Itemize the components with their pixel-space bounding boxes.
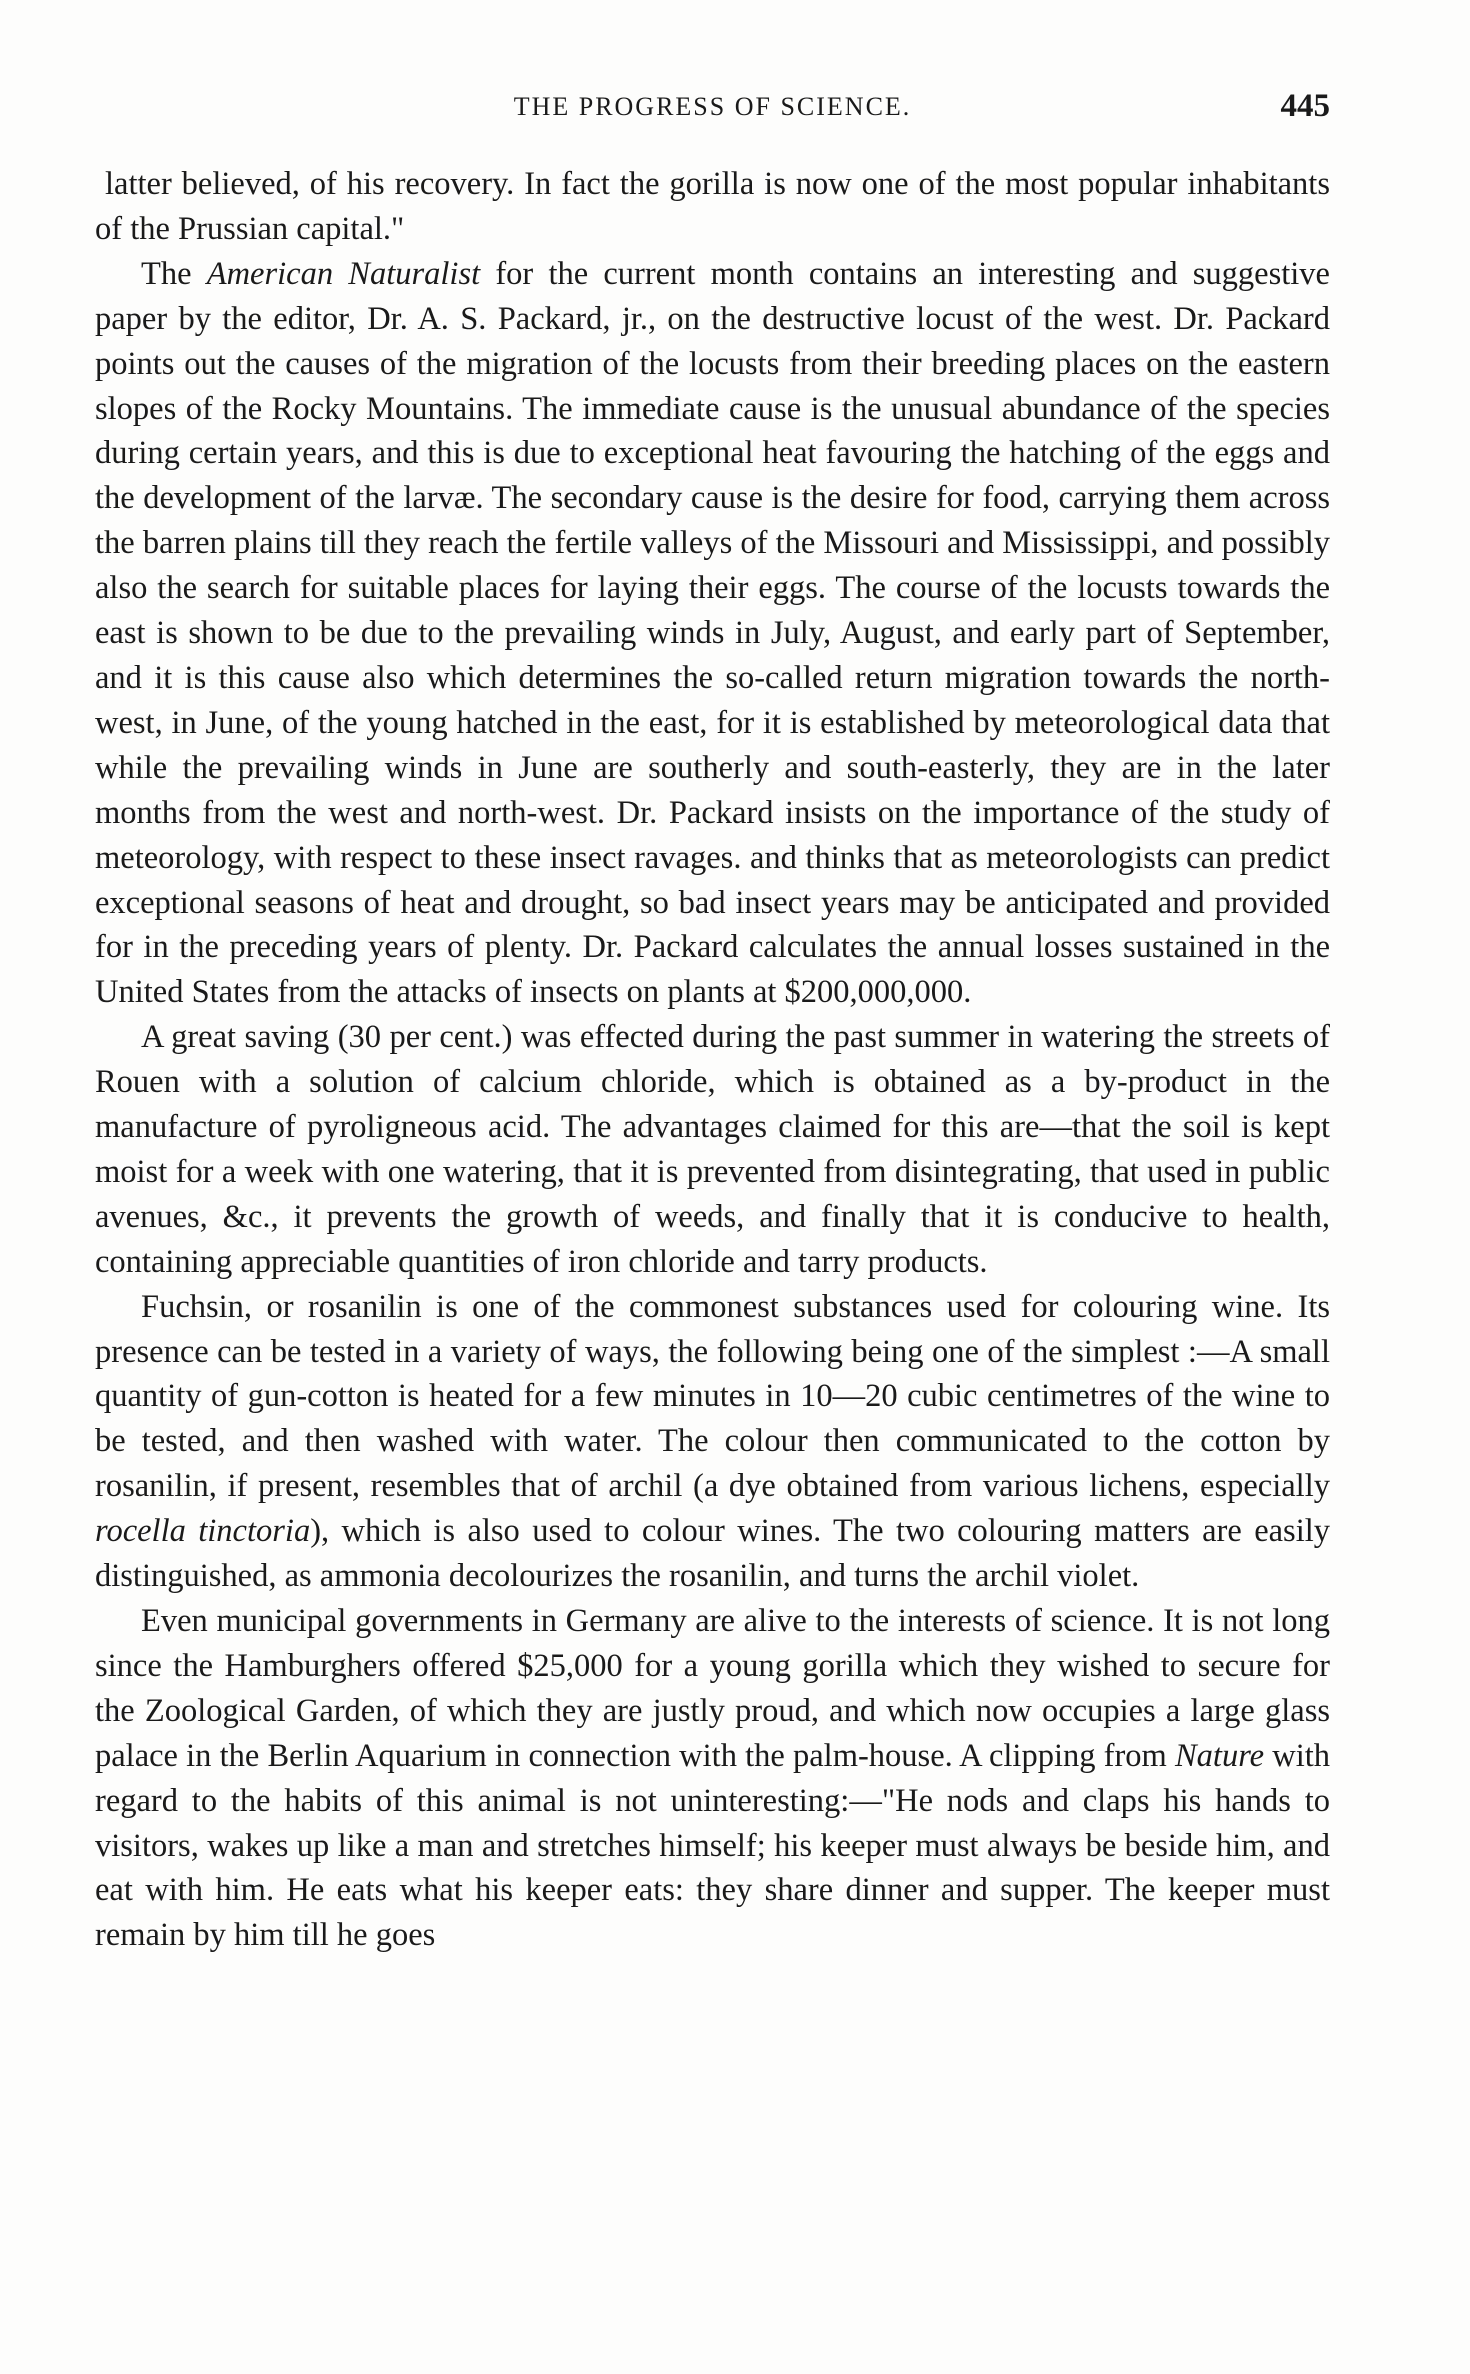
journal-title: American Naturalist [206,255,481,292]
paragraph-locust [95,252,1330,1015]
paragraph-text-before: Fuchsin, or rosanilin is one of the commonest substances used for colouring wine. Its presence can be tested in a variety of ways, the following being one of the simplest :—A small quantity of gun-cotton is heated for a few minutes in 10—20 cubic centimetres of the wine to be tested, and then washed with water. The colour then communicated to the cotton by rosanilin, if present, resembles that of archil (a dye obtained from various lichens, especially [95,1288,1330,1505]
paragraph-continuation [95,162,1330,252]
paragraph-fuchsin [95,1285,1330,1599]
paragraph-text: for the current month contains an interesting and suggestive paper by the editor, Dr. A. S. Packard, jr., on the destructive locust of the west. Dr. Packard points out the causes of the migration of the locusts from their breeding places on the eastern slopes of the Rocky Mountains. The immediate cause is the unusual abundance of the species during certain years, and this is due to exceptional heat favouring the hatching of the eggs and the development of the larvæ. The secondary cause is the desire for food, carrying them across the barren plains till they reach the fertile valleys of the Missouri and Mississippi, and possibly also the search for suitable places for laying their eggs. The course of the locusts towards the east is shown to be due to the prevailing winds in July, August, and early part of September, and it is this cause also which determines the so-called return migration towards the north-west, in June, of the young hatched in the east, for it is established by meteorological data that while the prevailing winds in June are southerly and south-easterly, they are in the later months from the west and north-west. Dr. Packard insists on the importance of the study of meteorology, with respect to these insect ravages. and thinks that as meteorologists can predict exceptional seasons of heat and drought, so bad insect years may be anticipated and provided for in the preceding years of plenty. Dr. Packard calculates the annual losses sustained in the United States from the attacks of insects on plants at $200,000,000. [95,255,1330,1011]
paragraph-lead: The [141,255,207,292]
paragraph-gorilla [95,1599,1330,1958]
paragraph-text-before: Even municipal governments in Germany are alive to the interests of science. It is not long since the Hamburghers offered $25,000 for a young gorilla which they wished to secure for the Zoological Garden, of which they are justly proud, and which now occupies a large glass palace in the Berlin Aquarium in connection with the palm-house. A clipping from [95,1603,1330,1774]
body-text [95,162,1330,1958]
page-header [95,88,1330,128]
page-number: 445 [1280,88,1330,124]
paragraph-text-after: ), which is also used to colour wines. The two colouring matters are easily distinguished, as ammonia decolourizes the rosanilin, and turns the archil violet. [95,1513,1330,1595]
paragraph-text: A great saving (30 per cent.) was effected during the past summer in watering the streets of Rouen with a solution of calcium chloride, which is obtained as a by-product in the manufacture of pyroligneous acid. The advantages claimed for this are—that the soil is kept moist for a week with one watering, that it is prevented from disintegrating, that used in public avenues, &c., it prevents the growth of weeds, and finally that it is conducive to health, containing appreciable quantities of iron chloride and tarry products. [95,1019,1330,1280]
paragraph-text-after: with regard to the habits of this animal is not uninteresting:—"He nods and claps his hands to visitors, wakes up like a man and stretches himself; his keeper must always be beside him, and eat with him. He eats what his keeper eats: they share dinner and supper. The keeper must remain by him till he goes [95,1737,1331,1954]
paragraph-rouen [95,1015,1330,1284]
paragraph-text: latter believed, of his recovery. In fact the gorilla is now one of the most popular inhabitants of the Prussian capital." [95,166,1330,247]
journal-title: Nature [1174,1737,1265,1774]
species-name: rocella tinctoria [95,1513,311,1550]
running-head: THE PROGRESS OF SCIENCE. [513,92,912,121]
